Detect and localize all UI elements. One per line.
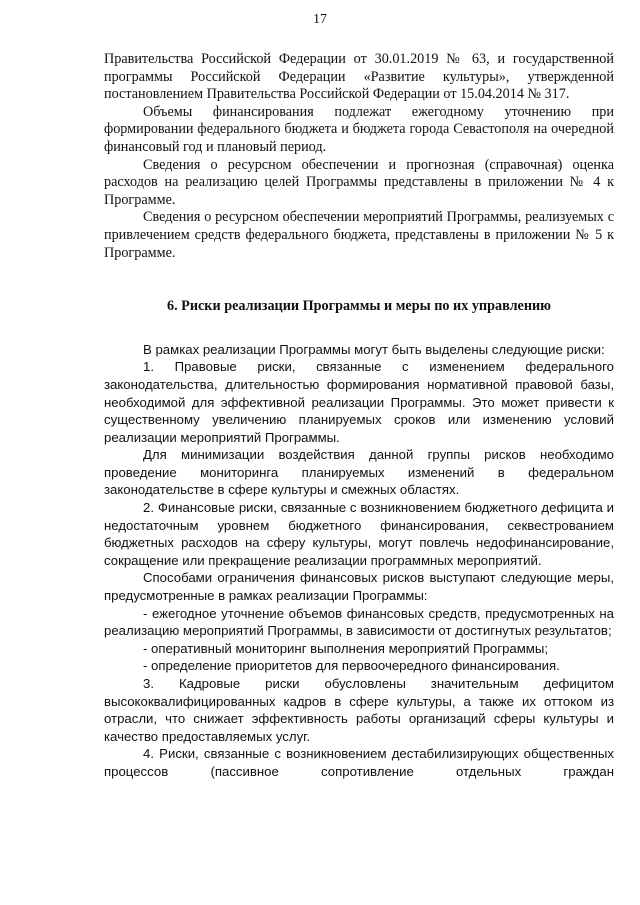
page-number: 17 bbox=[313, 12, 327, 27]
section-paragraph-4: 2. Финансовые риски, связанные с возникновением бюджетного дефицита и недостаточным уровнем бюджетного финансирования, секвестрованием бюджетных расходов на сферу культуры, могут повлечь недофинансирование, сокращение или прекращение реализации программных мероприятий. bbox=[104, 500, 614, 568]
section-paragraph-7: 4. Риски, связанные с возникновением дестабилизирующих общественных процессов (пассивное сопротивление отдельных граждан bbox=[104, 746, 614, 779]
section-list-item-1: - ежегодное уточнение объемов финансовых средств, предусмотренных на реализацию мероприятий Программы, в зависимости от достигнутых результатов; bbox=[104, 605, 614, 639]
section-heading: 6. Риски реализации Программы и меры по их управлению bbox=[166, 298, 552, 315]
intro-paragraph-1: Правительства Российской Федерации от 30.01.2019 № 63, и государственной программы Российской Федерации «Развитие культуры», утвержденной постановлением Правительства Российской Федерации от 15.04.2014 № 317. bbox=[104, 51, 614, 103]
section-paragraph-3: Для минимизации воздействия данной группы рисков необходимо проведение мониторинга планируемых изменений в федеральном законодательстве в сфере культуры и смежных областях. bbox=[104, 447, 614, 498]
section-paragraph-2: 1. Правовые риски, связанные с изменением федерального законодательства, длительностью формирования нормативной правовой базы, необходимой для эффективной реализации Программы. Это может привести к существенному увеличению планируемых сроков или изменению условий реализации мероприятий Программы. bbox=[104, 359, 614, 445]
section-list-item-3: - определение приоритетов для первоочередного финансирования. bbox=[143, 658, 560, 674]
section-paragraph-1: В рамках реализации Программы могут быть выделены следующие риски: bbox=[143, 341, 605, 357]
intro-paragraph-3: Сведения о ресурсном обеспечении и прогнозная (справочная) оценка расходов на реализацию целей Программы представлены в приложении № 4 к Программе. bbox=[104, 156, 614, 208]
section-paragraph-6: 3. Кадровые риски обусловлены значительным дефицитом высококвалифицированных кадров в сфере культуры, а также их оттоком из отрасли, что снижает эффективность работы организаций сферы культуры и качество предоставляемых услуг. bbox=[104, 676, 614, 744]
intro-paragraph-2: Объемы финансирования подлежат ежегодному уточнению при формировании федерального бюджета и бюджета города Севастополя на очередной финансовый год и плановый период. bbox=[104, 103, 614, 155]
section-paragraph-5: Способами ограничения финансовых рисков выступают следующие меры, предусмотренные в рамках реализации Программы: bbox=[104, 570, 614, 604]
section-list-item-2: - оперативный мониторинг выполнения мероприятий Программы; bbox=[143, 640, 549, 656]
intro-paragraph-4: Сведения о ресурсном обеспечении мероприятий Программы, реализуемых с привлечением средств федерального бюджета, представлены в приложении № 5 к Программе. bbox=[104, 209, 614, 261]
section-body bbox=[104, 341, 614, 781]
document-body bbox=[104, 51, 614, 781]
